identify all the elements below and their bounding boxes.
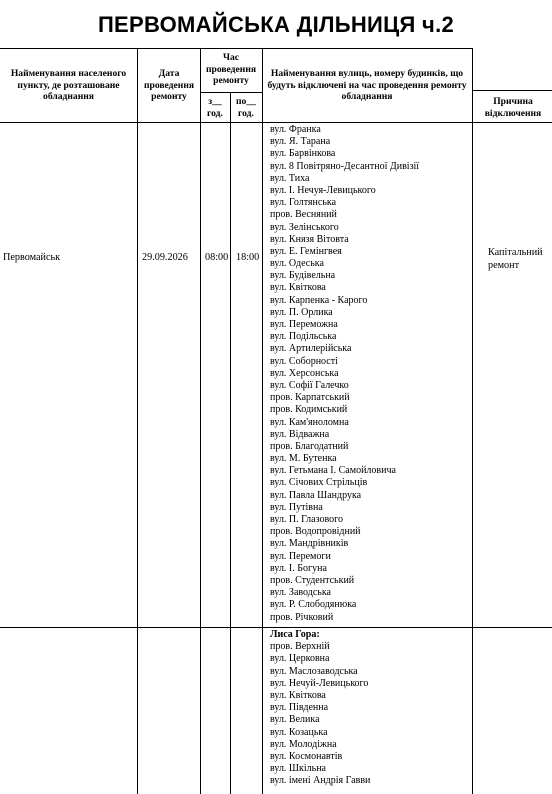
street-item: вул. Південна xyxy=(270,702,329,714)
street-item: пров. Водопровідний xyxy=(270,526,361,538)
reason-cell: Капітальний ремонт xyxy=(488,247,543,271)
header-date: Дата проведення ремонту xyxy=(143,68,195,102)
street-item: пров. Студентський xyxy=(270,574,355,586)
street-item: вул. Квіткова xyxy=(270,689,326,701)
street-item: вул. Перемоги xyxy=(270,550,331,562)
street-item: вул. Князя Вітовта xyxy=(270,233,349,245)
street-item: вул. Херсонська xyxy=(270,367,339,379)
street-item: вул. П. Орлика xyxy=(270,306,333,318)
street-item: вул. Зелінського xyxy=(270,221,339,233)
street-item: вул. І. Богуна xyxy=(270,562,327,574)
street-item: вул. Е. Гемінгвея xyxy=(270,245,342,257)
street-item: вул. М. Бутенка xyxy=(270,453,337,465)
street-item: вул. Велика xyxy=(270,714,320,726)
locality-heading: Лиса Гора: xyxy=(270,629,320,640)
street-item: вул. П. Глазового xyxy=(270,514,344,525)
street-item: вул. Шкільна xyxy=(270,763,326,775)
street-item: вул. І. Нечуя-Левицького xyxy=(270,184,376,196)
street-list-lysa-hora xyxy=(270,629,470,787)
street-item: пров. Весняний xyxy=(270,209,337,221)
street-item: вул. 8 Повітряно-Десантної Дивізії xyxy=(270,160,420,172)
street-item: вул. Одеська xyxy=(270,258,324,270)
street-item: вул. Будівельна xyxy=(270,270,336,282)
street-item: вул. Карпенка - Карого xyxy=(270,294,368,306)
street-item: вул. Гетьмана І. Самойловича xyxy=(270,465,396,477)
header-reason: Причина відключення xyxy=(484,96,542,119)
street-item: вул. Мандрівників xyxy=(270,538,349,550)
street-item: вул. Квіткова xyxy=(270,282,326,294)
street-item: пров. Річковий xyxy=(270,611,334,623)
street-item: вул. Космонавтів xyxy=(270,750,343,762)
to-time-cell: 18:00 xyxy=(236,252,260,263)
from-time-cell: 08:00 xyxy=(205,252,229,263)
street-item: вул. Церковна xyxy=(270,653,330,665)
street-item: вул. Артилерійська xyxy=(270,343,352,355)
header-to: по__ год. xyxy=(236,96,256,119)
street-item: пров. Кодимський xyxy=(270,404,348,416)
street-item: вул. Нечуй-Левицького xyxy=(270,677,369,689)
street-item: вул. Барвінкова xyxy=(270,148,336,160)
street-item: вул. Тиха xyxy=(270,172,310,184)
street-item: вул. Франка xyxy=(270,124,321,135)
street-item: вул. Молодіжна xyxy=(270,738,337,750)
street-item: вул. Заводська xyxy=(270,587,331,599)
street-item: вул. Відважна xyxy=(270,428,330,440)
header-streets: Найменування вулиць, номеру будинків, що будуть відключені на час проведення ремонту обладнання xyxy=(267,68,467,102)
street-item: пров. Верхній xyxy=(270,641,330,653)
street-item: вул. Маслозаводська xyxy=(270,665,358,677)
street-item: вул. Січових Стрільців xyxy=(270,477,368,489)
street-item: вул. Козацька xyxy=(270,726,328,738)
street-item: пров. Карпатський xyxy=(270,392,350,404)
street-list xyxy=(270,124,470,624)
street-item: вул. Р. Слободянюка xyxy=(270,599,357,611)
page-title: ПЕРВОМАЙСЬКА ДІЛЬНИЦЯ ч.2 xyxy=(97,12,455,37)
street-item: вул. Я. Тарана xyxy=(270,136,331,148)
street-item: вул. Переможна xyxy=(270,319,338,330)
street-item: вул. Путівна xyxy=(270,501,323,513)
street-item: вул. Софії Галечко xyxy=(270,379,349,391)
settlement-cell: Первомайськ xyxy=(3,252,61,263)
header-settlement: Найменування населеного пункту, де розташоване обладнання xyxy=(10,68,127,102)
street-item: вул. Голтянська xyxy=(270,197,337,209)
header-time: Час проведення ремонту xyxy=(205,52,257,86)
street-item: вул. Кам'яноломна xyxy=(270,416,349,428)
street-item: вул. Соборності xyxy=(270,355,338,367)
street-item: вул. Подільська xyxy=(270,331,337,343)
header-from: з__ год. xyxy=(207,96,223,119)
street-item: вул. імені Андрія Гавви xyxy=(270,775,371,787)
date-cell: 29.09.2026 xyxy=(142,252,188,263)
street-item: вул. Павла Шандрука xyxy=(270,489,362,501)
outage-table xyxy=(0,48,552,794)
street-item: пров. Благодатний xyxy=(270,440,349,452)
